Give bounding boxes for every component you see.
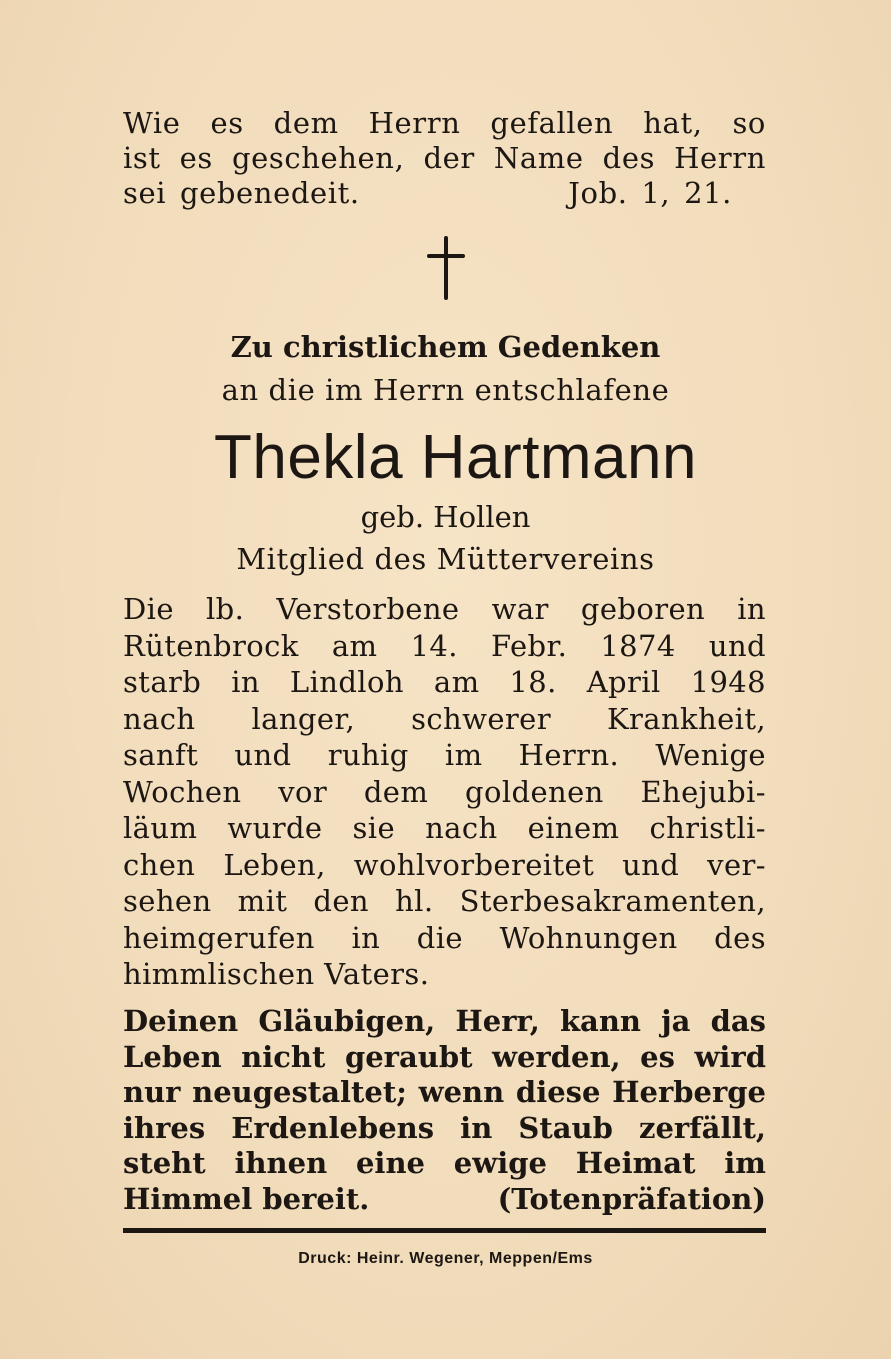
bible-verse	[123, 106, 766, 211]
quote-line: nur neugestaltet; wenn diese Herberge	[123, 1075, 766, 1109]
verse-line: Wie es dem Herrn gefallen hat, so	[123, 106, 766, 140]
quote-line: steht ihnen eine ewige Heimat im	[123, 1146, 766, 1180]
biography-line: nach langer, schwerer Krankheit,	[123, 701, 766, 736]
printer-credit: Druck: Heinr. Wegener, Meppen/Ems	[298, 1250, 593, 1267]
biography-line: läum wurde sie nach einem christli-	[123, 811, 766, 845]
deceased-name: Thekla Hartmann	[213, 423, 698, 492]
quote-last-line	[123, 1182, 766, 1218]
biography-line: Wochen vor dem goldenen Ehejubi-	[123, 774, 766, 809]
biography-line: himmlischen Vaters.	[123, 957, 430, 991]
quote-line: Himmel bereit.	[123, 1181, 370, 1216]
biography-line: chen Leben, wohlvorbereitet und ver-	[123, 847, 766, 882]
memorial-intro: an die im Herrn entschlafene	[221, 373, 670, 407]
quote-line: ihres Erdenlebens in Staub zerfällt,	[123, 1110, 766, 1145]
biography-line: Rütenbrock am 14. Febr. 1874 und	[123, 628, 766, 663]
biography-line: starb in Lindloh am 18. April 1948	[123, 665, 766, 699]
divider-rule	[123, 1228, 766, 1233]
verse-last-line	[123, 176, 766, 211]
quote-source: (Totenpräfation)	[497, 1181, 766, 1216]
biography	[123, 591, 766, 993]
biography-line: sehen mit den hl. Sterbesakramenten,	[123, 884, 766, 918]
memorial-heading: Zu christlichem Gedenken	[230, 330, 661, 364]
maiden-name: geb. Hollen	[360, 500, 531, 534]
biography-line: Die lb. Verstorbene war geboren in	[123, 592, 766, 626]
biography-line: sanft und ruhig im Herrn. Wenige	[123, 738, 766, 772]
cross-icon	[426, 236, 466, 302]
biography-line: heimgerufen in die Wohnungen des	[123, 920, 766, 955]
membership: Mitglied des Müttervereins	[236, 542, 655, 576]
quote-line: Leben nicht geraubt werden, es wird	[123, 1039, 766, 1074]
verse-line: sei gebenedeit.	[123, 176, 360, 210]
verse-line: ist es geschehen, der Name des Herrn	[123, 141, 766, 175]
prayer-quote	[123, 1004, 766, 1217]
verse-reference: Job. 1, 21.	[568, 176, 732, 210]
quote-line: Deinen Gläubigen, Herr, kann ja das	[123, 1004, 766, 1038]
